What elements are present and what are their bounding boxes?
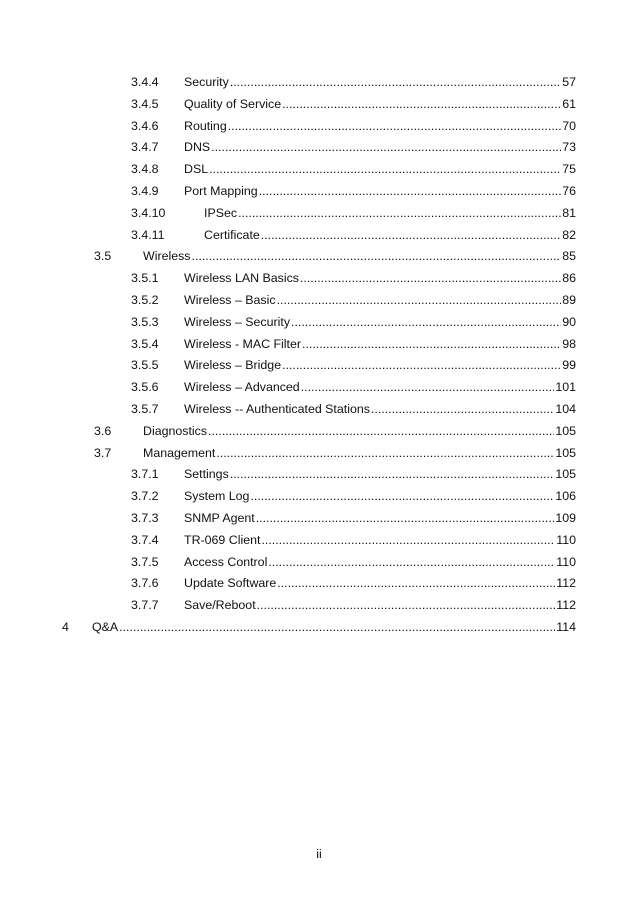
toc-entry-page: 90 — [562, 314, 576, 329]
toc-row — [0, 421, 638, 443]
dot-leader — [250, 486, 554, 508]
dot-leader — [211, 137, 561, 159]
dot-leader — [208, 421, 554, 443]
toc-entry-page: 109 — [555, 510, 576, 525]
toc-entry-number: 3.4.8 — [131, 162, 159, 177]
dot-leader — [268, 552, 555, 574]
table-of-contents — [0, 72, 638, 639]
dot-leader — [277, 573, 555, 595]
toc-entry-link[interactable] — [184, 137, 576, 159]
toc-entry-title: Wireless – Basic — [184, 292, 276, 307]
toc-row — [0, 72, 638, 94]
dot-leader — [302, 334, 561, 356]
toc-entry-link[interactable] — [184, 530, 576, 552]
dot-leader — [230, 72, 561, 94]
toc-entry-number: 3.5.3 — [131, 314, 159, 329]
toc-entry-page: 73 — [562, 140, 576, 155]
toc-entry-title: Quality of Service — [184, 96, 282, 111]
toc-entry-page: 112 — [556, 576, 576, 591]
toc-entry-link[interactable] — [92, 617, 576, 639]
toc-entry-number: 3.6 — [94, 423, 112, 438]
toc-entry-page: 57 — [562, 75, 576, 89]
toc-entry-link[interactable] — [184, 573, 576, 595]
toc-entry-number: 3.5.6 — [131, 380, 159, 395]
dot-leader — [256, 508, 555, 530]
toc-entry-number: 3.7.2 — [131, 489, 159, 504]
toc-entry-title: DSL — [184, 162, 209, 177]
toc-entry-number: 3.7.5 — [131, 554, 159, 569]
toc-row — [0, 573, 638, 595]
toc-entry-title: Wireless – Bridge — [184, 358, 282, 373]
toc-entry-page: 86 — [562, 271, 576, 286]
toc-entry-number: 3.7.4 — [131, 532, 159, 547]
toc-entry-number: 3.5.2 — [131, 292, 159, 307]
toc-entry-link[interactable] — [143, 443, 576, 465]
dot-leader — [259, 181, 562, 203]
toc-entry-title: Wireless — [143, 249, 191, 264]
dot-leader — [238, 203, 561, 225]
dot-leader — [301, 377, 555, 399]
dot-leader — [209, 159, 561, 181]
toc-entry-number: 3.5.5 — [131, 358, 159, 373]
toc-entry-link[interactable] — [184, 268, 576, 290]
toc-entry-page: 70 — [562, 118, 576, 133]
toc-row — [0, 552, 638, 574]
toc-entry-title: TR-069 Client — [184, 532, 261, 547]
toc-entry-page: 105 — [555, 445, 576, 460]
dot-leader — [228, 116, 561, 138]
toc-entry-link[interactable] — [184, 116, 576, 138]
toc-entry-number: 3.4.7 — [131, 140, 159, 155]
toc-entry-number: 3.7 — [94, 445, 112, 460]
toc-row — [0, 486, 638, 508]
toc-row — [0, 595, 638, 617]
toc-entry-link[interactable] — [184, 595, 576, 617]
toc-entry-link[interactable] — [184, 377, 576, 399]
toc-entry-title: Wireless LAN Basics — [184, 271, 299, 286]
toc-entry-page: 81 — [562, 205, 576, 220]
toc-entry-link[interactable] — [184, 552, 576, 574]
toc-entry-link[interactable] — [204, 203, 576, 225]
toc-entry-title: Q&A — [92, 619, 119, 634]
toc-row — [0, 355, 638, 377]
toc-entry-title: Management — [143, 445, 216, 460]
toc-entry-title: Wireless -- Authenticated Stations — [184, 401, 370, 416]
toc-entry-number: 3.5.7 — [131, 401, 159, 416]
toc-row — [0, 377, 638, 399]
dot-leader — [261, 530, 555, 552]
dot-leader — [230, 464, 555, 486]
toc-entry-title: SNMP Agent — [184, 510, 255, 525]
toc-entry-link[interactable] — [184, 399, 576, 421]
toc-entry-number: 3.4.10 — [131, 205, 166, 220]
toc-entry-number: 3.7.7 — [131, 598, 159, 613]
toc-entry-number: 3.4.9 — [131, 183, 159, 198]
toc-entry-number: 3.4.4 — [131, 75, 159, 89]
dot-leader — [282, 355, 561, 377]
toc-entry-title: Wireless - MAC Filter — [184, 336, 302, 351]
toc-entry-link[interactable] — [184, 312, 576, 334]
toc-entry-link[interactable] — [184, 72, 576, 94]
toc-entry-title: DNS — [184, 140, 211, 155]
toc-entry-page: 61 — [562, 96, 576, 111]
toc-entry-page: 99 — [562, 358, 576, 373]
toc-row — [0, 203, 638, 225]
toc-entry-link[interactable] — [184, 94, 576, 116]
dot-leader — [119, 617, 555, 639]
toc-entry-number: 3.4.11 — [131, 227, 165, 242]
dot-leader — [277, 290, 562, 312]
toc-entry-link[interactable] — [184, 486, 576, 508]
toc-row — [0, 334, 638, 356]
toc-entry-page: 75 — [562, 162, 576, 177]
toc-entry-number: 4 — [62, 619, 69, 634]
toc-row — [0, 94, 638, 116]
toc-entry-page: 105 — [555, 423, 576, 438]
toc-entry-link[interactable] — [143, 246, 576, 268]
toc-entry-title: Diagnostics — [143, 423, 208, 438]
toc-entry-title: Settings — [184, 467, 229, 482]
toc-entry-link[interactable] — [184, 464, 576, 486]
toc-entry-page: 82 — [562, 227, 576, 242]
toc-row — [0, 443, 638, 465]
toc-entry-number: 3.5.4 — [131, 336, 159, 351]
toc-entry-link[interactable] — [184, 290, 576, 312]
toc-entry-page: 105 — [555, 467, 576, 482]
toc-entry-title: Port Mapping — [184, 183, 258, 198]
toc-row — [0, 137, 638, 159]
toc-entry-link[interactable] — [184, 181, 576, 203]
dot-leader — [371, 399, 554, 421]
toc-row — [0, 312, 638, 334]
toc-entry-title: Update Software — [184, 576, 277, 591]
dot-leader — [291, 312, 561, 334]
toc-row — [0, 464, 638, 486]
toc-row — [0, 159, 638, 181]
toc-entry-title: Wireless – Security — [184, 314, 291, 329]
toc-row — [0, 225, 638, 247]
toc-entry-number: 3.4.5 — [131, 96, 159, 111]
dot-leader — [282, 94, 561, 116]
toc-entry-link[interactable] — [184, 355, 576, 377]
toc-entry-number: 3.5 — [94, 249, 112, 264]
toc-entry-link[interactable] — [184, 334, 576, 356]
toc-entry-title: Wireless – Advanced — [184, 380, 300, 395]
toc-entry-number: 3.7.6 — [131, 576, 159, 591]
dot-leader — [261, 225, 561, 247]
toc-entry-link[interactable] — [184, 508, 576, 530]
toc-entry-page: 104 — [555, 401, 576, 416]
toc-entry-title: Save/Reboot — [184, 598, 256, 613]
page-number: ii — [316, 847, 322, 861]
toc-entry-page: 85 — [562, 249, 576, 264]
toc-entry-title: Routing — [184, 118, 227, 133]
dot-leader — [216, 443, 554, 465]
toc-entry-page: 110 — [556, 532, 576, 547]
toc-entry-page: 89 — [562, 292, 576, 307]
toc-row — [0, 268, 638, 290]
toc-entry-link[interactable] — [184, 159, 576, 181]
toc-entry-title: System Log — [184, 489, 250, 504]
toc-entry-link[interactable] — [204, 225, 576, 247]
toc-entry-title: Access Control — [184, 554, 268, 569]
toc-entry-title: Security — [184, 75, 229, 89]
toc-entry-page: 98 — [562, 336, 576, 351]
toc-row — [0, 246, 638, 268]
toc-row — [0, 181, 638, 203]
toc-entry-page: 101 — [555, 380, 576, 395]
toc-entry-number: 3.5.1 — [131, 271, 159, 286]
toc-row — [0, 116, 638, 138]
toc-entry-page: 114 — [556, 619, 576, 634]
toc-entry-number: 3.4.6 — [131, 118, 159, 133]
toc-entry-title: Certificate — [204, 227, 260, 242]
toc-entry-page: 106 — [555, 489, 576, 504]
toc-row — [0, 508, 638, 530]
dot-leader — [300, 268, 561, 290]
toc-entry-page: 112 — [556, 598, 576, 613]
toc-entry-page: 110 — [556, 554, 576, 569]
toc-row — [0, 290, 638, 312]
dot-leader — [192, 246, 562, 268]
toc-row — [0, 530, 638, 552]
toc-entry-title: IPSec — [204, 205, 238, 220]
toc-entry-number: 3.7.1 — [131, 467, 159, 482]
toc-row — [0, 399, 638, 421]
toc-entry-number: 3.7.3 — [131, 510, 159, 525]
dot-leader — [257, 595, 556, 617]
toc-row — [0, 617, 638, 639]
toc-entry-link[interactable] — [143, 421, 576, 443]
toc-entry-page: 76 — [562, 183, 576, 198]
